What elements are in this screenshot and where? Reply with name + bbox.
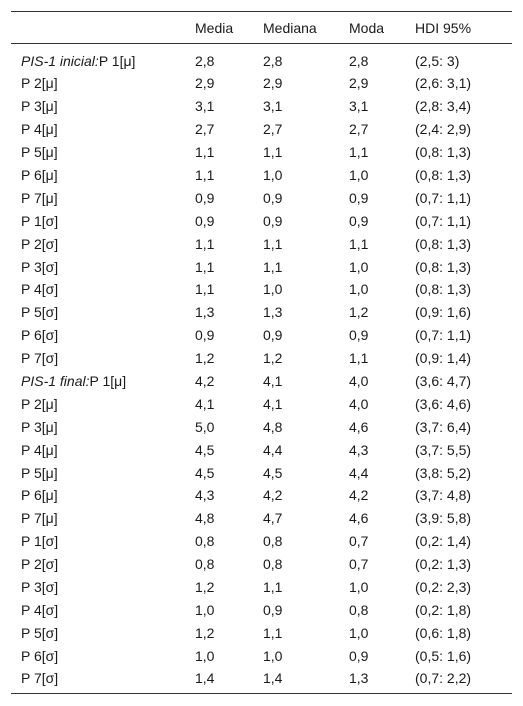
- moda-cell: 4,0: [349, 395, 369, 412]
- table-row: [11, 576, 512, 599]
- table-row: [11, 644, 512, 667]
- table-body: [11, 44, 512, 694]
- mediana-cell: 1,1: [263, 624, 283, 641]
- parameter-label: P 7[μ]: [21, 510, 58, 527]
- moda-cell: 0,7: [349, 533, 369, 550]
- moda-cell: 4,4: [349, 464, 369, 481]
- media-cell: 1,1: [195, 281, 215, 298]
- media-cell: 0,8: [195, 533, 215, 550]
- parameter-label: P 1[μ]: [89, 373, 127, 390]
- parameter-label: P 2[σ]: [21, 235, 59, 252]
- media-cell: 4,8: [195, 510, 215, 527]
- media-cell: 2,9: [195, 75, 215, 92]
- parameter-label: P 4[σ]: [21, 601, 59, 618]
- row-label-cell: [11, 621, 195, 644]
- hdi-cell: (3,7: 6,4): [415, 418, 472, 435]
- hdi-cell: (0,8: 1,3): [415, 281, 472, 298]
- parameter-label: P 7[μ]: [21, 189, 58, 206]
- row-label-cell: [11, 347, 195, 370]
- hdi-cell: (0,2: 1,4): [415, 533, 472, 550]
- row-label-cell: [11, 255, 195, 278]
- parameter-label: P 6[μ]: [21, 167, 58, 183]
- row-label-cell: [11, 324, 195, 347]
- table-row: [11, 484, 512, 507]
- table-row: [11, 95, 512, 118]
- media-cell: 1,2: [195, 579, 215, 596]
- media-cell: 3,1: [195, 98, 215, 115]
- moda-cell: 1,1: [349, 235, 369, 252]
- table-row: [11, 392, 512, 415]
- mediana-cell: 0,9: [263, 189, 283, 206]
- hdi-cell: (0,6: 1,8): [415, 624, 472, 641]
- row-label-cell: [11, 72, 195, 95]
- hdi-cell: (0,7: 1,1): [415, 212, 472, 229]
- parameter-label: P 6[μ]: [21, 487, 58, 504]
- parameter-label: P 6[σ]: [21, 647, 59, 664]
- media-cell: 1,3: [195, 304, 215, 321]
- table-row: [11, 141, 512, 164]
- moda-cell: 2,8: [349, 53, 369, 69]
- mediana-cell: 1,1: [263, 579, 283, 596]
- row-label-cell: [11, 553, 195, 576]
- moda-cell: 2,9: [349, 75, 369, 92]
- table-row: [11, 164, 512, 187]
- mediana-cell: 4,7: [263, 510, 283, 527]
- row-label-cell: [11, 438, 195, 461]
- table-row: [11, 461, 512, 484]
- table-row: [11, 278, 512, 301]
- mediana-cell: 1,0: [263, 167, 283, 183]
- media-cell: 4,5: [195, 464, 215, 481]
- table-row: [11, 44, 512, 73]
- parameter-label: P 3[μ]: [21, 418, 58, 435]
- moda-cell: 3,1: [349, 98, 369, 115]
- mediana-cell: 4,5: [263, 464, 283, 481]
- parameter-label: P 1[σ]: [21, 212, 59, 229]
- media-cell: 1,2: [195, 350, 215, 367]
- hdi-cell: (3,9: 5,8): [415, 510, 472, 527]
- hdi-cell: (3,7: 5,5): [415, 441, 472, 458]
- media-cell: 0,9: [195, 189, 215, 206]
- row-label-cell: [11, 44, 195, 73]
- moda-cell: 1,0: [349, 167, 369, 183]
- hdi-cell: (0,2: 1,8): [415, 601, 472, 618]
- moda-cell: 4,2: [349, 487, 369, 504]
- moda-cell: 0,9: [349, 647, 369, 664]
- table-row: [11, 232, 512, 255]
- table-row: [11, 530, 512, 553]
- stats-table-container: [11, 11, 512, 694]
- row-label-cell: [11, 186, 195, 209]
- parameter-label: P 5[σ]: [21, 624, 59, 641]
- mediana-cell: 0,8: [263, 533, 283, 550]
- table-row: [11, 507, 512, 530]
- parameter-label: P 3[σ]: [21, 258, 59, 275]
- parameter-label: P 4[σ]: [21, 281, 59, 298]
- row-label-cell: [11, 392, 195, 415]
- parameter-label: P 3[μ]: [21, 98, 58, 115]
- stats-table: [11, 11, 512, 694]
- hdi-cell: (0,7: 1,1): [415, 327, 472, 344]
- mediana-cell: 1,0: [263, 647, 283, 664]
- mediana-cell: 2,7: [263, 121, 283, 138]
- row-label-cell: [11, 530, 195, 553]
- table-header: [11, 12, 512, 44]
- parameter-label: P 1[μ]: [98, 53, 136, 69]
- moda-cell: 0,9: [349, 212, 369, 229]
- row-label-cell: [11, 164, 195, 187]
- hdi-cell: (0,2: 1,3): [415, 556, 472, 573]
- row-label-cell: [11, 461, 195, 484]
- parameter-label: P 2[σ]: [21, 556, 59, 573]
- table-row: [11, 347, 512, 370]
- parameter-label: P 2[μ]: [21, 75, 58, 92]
- mediana-cell: 1,0: [263, 281, 283, 298]
- mediana-cell: 0,8: [263, 556, 283, 573]
- header-cell-label: [11, 12, 195, 44]
- row-label-cell: [11, 232, 195, 255]
- mediana-cell: 2,8: [263, 53, 283, 69]
- mediana-cell: 1,1: [263, 144, 283, 161]
- moda-cell: 1,1: [349, 350, 369, 367]
- row-label-cell: [11, 667, 195, 694]
- header-cell-moda: Moda: [349, 19, 385, 36]
- table-row: [11, 553, 512, 576]
- mediana-cell: 1,1: [263, 235, 283, 252]
- header-cell-mediana: Mediana: [263, 19, 317, 36]
- table-row: [11, 415, 512, 438]
- row-label-cell: [11, 484, 195, 507]
- table-row: [11, 72, 512, 95]
- row-label-cell: [11, 95, 195, 118]
- hdi-cell: (0,7: 1,1): [415, 189, 472, 206]
- table-row: [11, 621, 512, 644]
- row-label-cell: [11, 209, 195, 232]
- mediana-cell: 1,2: [263, 350, 283, 367]
- hdi-cell: (3,8: 5,2): [415, 464, 472, 481]
- header-cell-media: Media: [195, 19, 234, 36]
- hdi-cell: (0,8: 1,3): [415, 235, 472, 252]
- moda-cell: 1,0: [349, 258, 369, 275]
- moda-cell: 1,3: [349, 670, 369, 687]
- mediana-cell: 1,1: [263, 258, 283, 275]
- row-label-cell: [11, 370, 195, 393]
- hdi-cell: (2,4: 2,9): [415, 121, 472, 138]
- media-cell: 2,8: [195, 53, 215, 69]
- mediana-cell: 0,9: [263, 327, 283, 344]
- hdi-cell: (3,6: 4,6): [415, 395, 472, 412]
- moda-cell: 1,0: [349, 281, 369, 298]
- parameter-label: P 2[μ]: [21, 395, 58, 412]
- mediana-cell: 4,4: [263, 441, 283, 458]
- media-cell: 0,9: [195, 327, 215, 344]
- table-row: [11, 255, 512, 278]
- media-cell: 4,1: [195, 395, 215, 412]
- table-row: [11, 667, 512, 694]
- parameter-label: P 5[σ]: [21, 304, 59, 321]
- hdi-cell: (2,6: 3,1): [415, 75, 472, 92]
- moda-cell: 0,9: [349, 189, 369, 206]
- media-cell: 1,2: [195, 624, 215, 641]
- parameter-label: P 7[σ]: [21, 350, 59, 367]
- hdi-cell: (0,5: 1,6): [415, 647, 472, 664]
- moda-cell: 1,2: [349, 304, 369, 321]
- table-row: [11, 598, 512, 621]
- table-row: [11, 301, 512, 324]
- media-cell: 2,7: [195, 121, 215, 138]
- parameter-label: P 4[μ]: [21, 441, 58, 458]
- hdi-cell: (0,9: 1,6): [415, 304, 472, 321]
- moda-cell: 4,0: [349, 373, 369, 390]
- mediana-cell: 4,1: [263, 373, 283, 390]
- row-label-cell: [11, 278, 195, 301]
- row-label-cell: [11, 301, 195, 324]
- media-cell: 1,0: [195, 601, 215, 618]
- parameter-label: P 5[μ]: [21, 464, 58, 481]
- media-cell: 0,8: [195, 556, 215, 573]
- hdi-cell: (0,8: 1,3): [415, 167, 472, 183]
- table-row: [11, 186, 512, 209]
- moda-cell: 1,1: [349, 144, 369, 161]
- mediana-cell: 1,3: [263, 304, 283, 321]
- moda-cell: 1,0: [349, 579, 369, 596]
- hdi-cell: (0,2: 2,3): [415, 579, 472, 596]
- mediana-cell: 1,4: [263, 670, 283, 687]
- hdi-cell: (0,8: 1,3): [415, 258, 472, 275]
- table-row: [11, 438, 512, 461]
- mediana-cell: 4,1: [263, 395, 283, 412]
- moda-cell: 4,6: [349, 510, 369, 527]
- moda-cell: 2,7: [349, 121, 369, 138]
- media-cell: 1,1: [195, 144, 215, 161]
- section-label: PIS-1 final:: [21, 373, 90, 390]
- moda-cell: 0,9: [349, 327, 369, 344]
- table-row: [11, 324, 512, 347]
- media-cell: 1,4: [195, 670, 215, 687]
- table-row: [11, 209, 512, 232]
- media-cell: 4,2: [195, 373, 215, 390]
- mediana-cell: 0,9: [263, 212, 283, 229]
- row-label-cell: [11, 415, 195, 438]
- parameter-label: P 1[σ]: [21, 533, 59, 550]
- mediana-cell: 4,2: [263, 487, 283, 504]
- header-cell-hdi: HDI 95%: [415, 19, 472, 36]
- hdi-cell: (2,5: 3): [415, 53, 460, 69]
- row-label-cell: [11, 118, 195, 141]
- moda-cell: 4,6: [349, 418, 369, 435]
- table-row: [11, 118, 512, 141]
- parameter-label: P 7[σ]: [21, 670, 59, 687]
- parameter-label: P 6[σ]: [21, 327, 59, 344]
- moda-cell: 4,3: [349, 441, 369, 458]
- media-cell: 1,1: [195, 235, 215, 252]
- parameter-label: P 5[μ]: [21, 144, 58, 161]
- mediana-cell: 3,1: [263, 98, 283, 115]
- media-cell: 4,5: [195, 441, 215, 458]
- mediana-cell: 4,8: [263, 418, 283, 435]
- header-row: [11, 12, 512, 44]
- row-label-cell: [11, 576, 195, 599]
- media-cell: 1,1: [195, 167, 215, 183]
- media-cell: 1,1: [195, 258, 215, 275]
- media-cell: 1,0: [195, 647, 215, 664]
- moda-cell: 1,0: [349, 624, 369, 641]
- moda-cell: 0,7: [349, 556, 369, 573]
- parameter-label: P 3[σ]: [21, 579, 59, 596]
- media-cell: 5,0: [195, 418, 215, 435]
- row-label-cell: [11, 141, 195, 164]
- row-label-cell: [11, 644, 195, 667]
- mediana-cell: 2,9: [263, 75, 283, 92]
- hdi-cell: (3,6: 4,7): [415, 373, 472, 390]
- parameter-label: P 4[μ]: [21, 121, 58, 138]
- row-label-cell: [11, 507, 195, 530]
- hdi-cell: (2,8: 3,4): [415, 98, 472, 115]
- media-cell: 4,3: [195, 487, 215, 504]
- hdi-cell: (0,7: 2,2): [415, 670, 472, 687]
- section-label: PIS-1 inicial:: [21, 53, 99, 69]
- moda-cell: 0,8: [349, 601, 369, 618]
- row-label-cell: [11, 598, 195, 621]
- hdi-cell: (3,7: 4,8): [415, 487, 472, 504]
- media-cell: 0,9: [195, 212, 215, 229]
- hdi-cell: (0,8: 1,3): [415, 144, 472, 161]
- hdi-cell: (0,9: 1,4): [415, 350, 472, 367]
- mediana-cell: 0,9: [263, 601, 283, 618]
- table-row: [11, 370, 512, 393]
